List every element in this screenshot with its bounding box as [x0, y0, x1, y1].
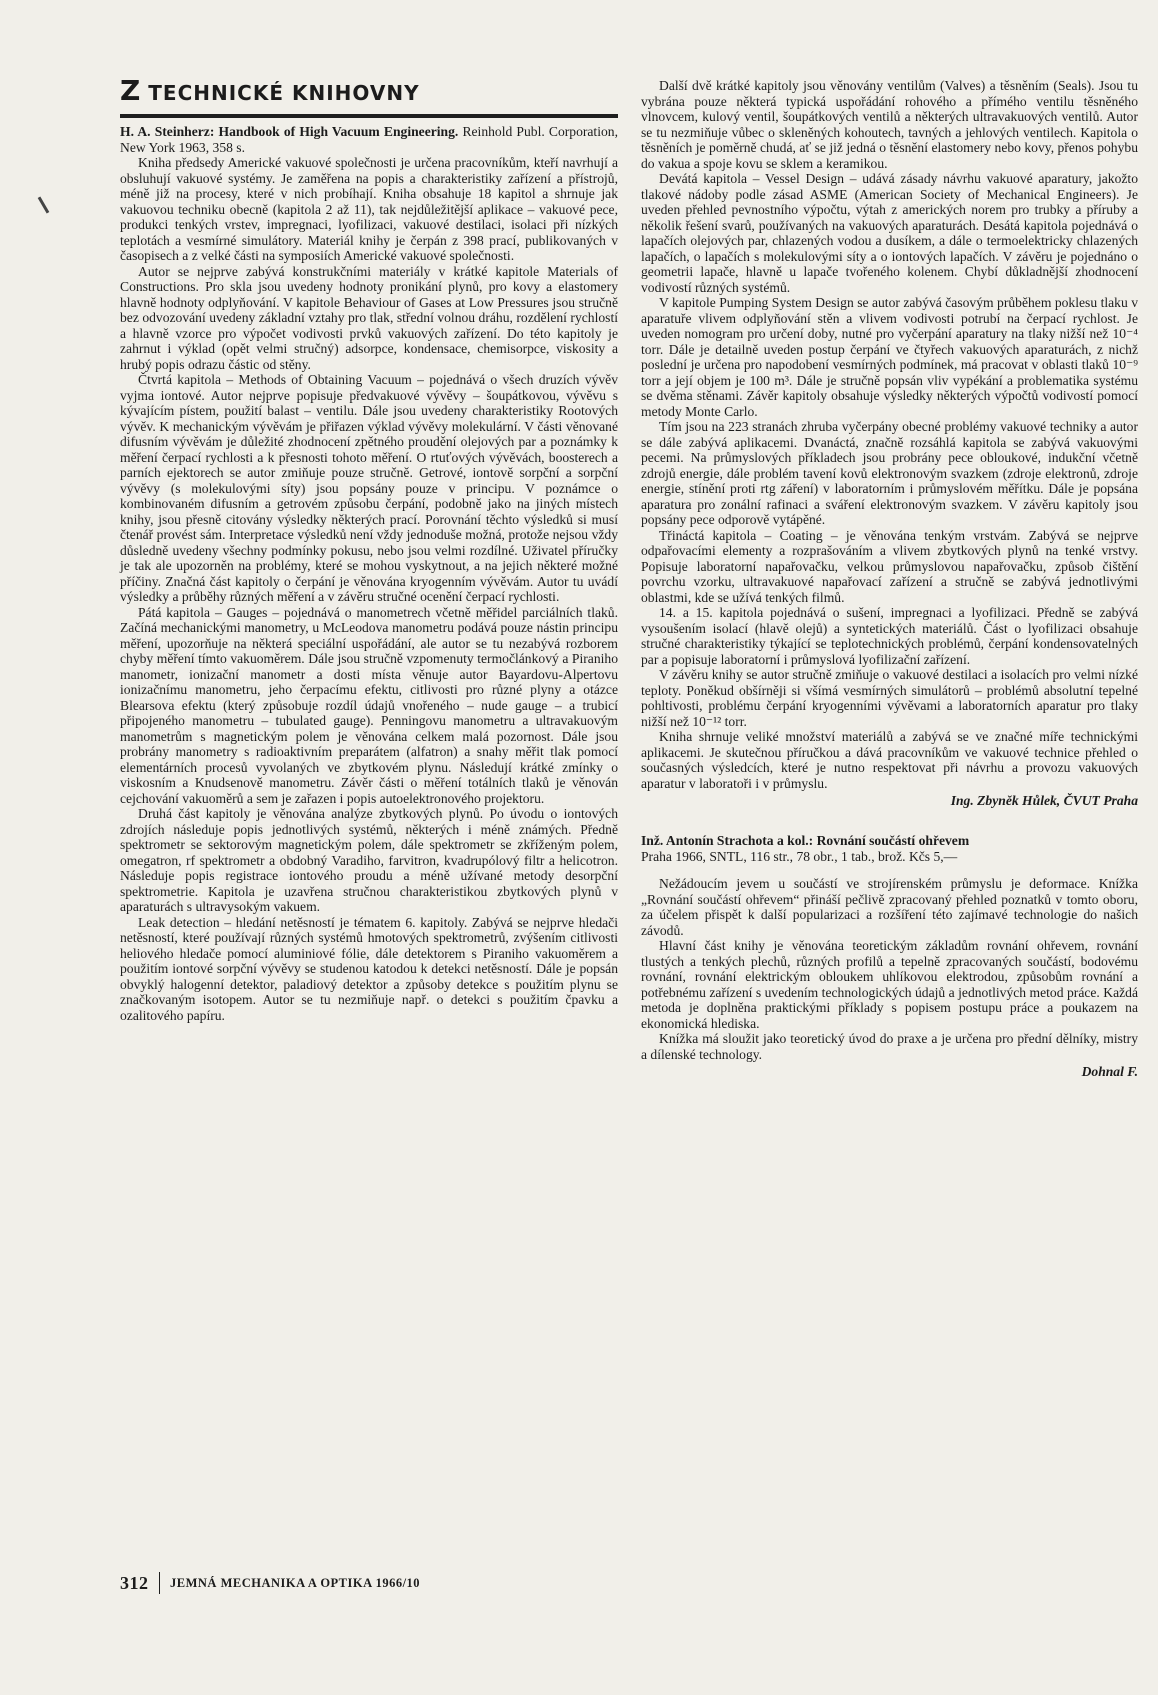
section-title-initial: Z — [120, 74, 141, 107]
review2-title: Inž. Antonín Strachota a kol.: Rovnání součástí ohřevem — [641, 833, 970, 848]
review2-signature: Dohnal F. — [1081, 1064, 1138, 1079]
section-title-text: TECHNICKÉ KNIHOVNY — [140, 81, 420, 105]
review1-paragraph: V kapitole Pumping System Design se autor zabývá časovým průběhem poklesu tlaku v aparatuře vlivem odplyňování stěn a vlivem vodivosti potrubí na čerpací rychlost. Je uveden nomogram pro určení doby, nutné pro vyčerpání aparatury na tlaky nižší než 10⁻⁴ torr. Dále je detailně uveden postup čerpání ve čtyřech vakuových aparaturách, z nichž poslední je určena pro napodobení vesmírných podmínek, má pracovat v oblasti tlaků 10⁻⁹ torr a její objem je 100 m³. Dále je stručně popsán vliv vypékání a problematika systému se dvěma stěnami. Závěr kapitoly obsahuje výsledky některých výpočtů vodivostí pomocí metody Monte Carlo. — [641, 295, 1138, 419]
review1-paragraph: Tím jsou na 223 stranách zhruba vyčerpány obecné problémy vakuové techniky a autor se dále zabývá aplikacemi. Dvanáctá, značně rozsáhlá kapitola se zabývá vakuovými pecemi. Na průmyslových příkladech jsou probrány pece obloukové, indukční včetně zdrojů energie, dále problém tavení kovů elektronovým svazkem (zdroje elektronů, zdroje energie, stínění proti rtg záření) v laboratorním i průmyslovém měřítku. Dále je popsána aparatura pro zonální rafinaci a sváření elektronovým svazkem. V závěru kapitoly jsou popsány pece odporově vytápěné. — [641, 419, 1138, 527]
review1-paragraph: Leak detection – hledání netěsností je tématem 6. kapitoly. Zabývá se nejprve hledači netěsností, které používají různých systémů hmotových spektrometrů, zvýšením citlivosti heliového hledače pomocí aluminiové fólie, dále detektorem s Piraniho vakuoměrem a použitím iontové sorpční vývěvy se studenou katodou k detekci netěsností. Dále je popsán obvyklý halogenní detektor, paladiový detektor a způsoby detekce s použitím plynu se značkovaným isotopem. Autor se tu nezmiňuje např. o detekci s použitím čpavku a ozalitového papíru. — [120, 914, 618, 1023]
review1-paragraph: 14. a 15. kapitola pojednává o sušení, impregnaci a lyofilizaci. Předně se zabývá vysoušením isolací (hlavě olejů) a syntetických materiálů. Část o lyofilizaci obsahuje stručné charakteristiky týkající se teplotechnických problémů, čerpání kondensovatelných par a popisuje laboratorní i průmyslová lyofilizační zařízení. — [641, 605, 1138, 667]
review1-title: H. A. Steinherz: Handbook of High Vacuum Engineering. — [120, 124, 459, 139]
review1-paragraph: V závěru knihy se autor stručně zmiňuje o vakuové destilaci a isolacích pro velmi nízké teploty. Poněkud obšírněji si všímá vesmírných simulátorů – problémů absolutní tepelné pohltivosti, problému čerpání kryogenními vývěvami a laboratorních aparatur pro tlaky nižší než 10⁻¹² torr. — [641, 667, 1138, 729]
right-column — [641, 78, 1138, 1080]
page-number: 312 — [120, 1572, 149, 1593]
review2-paragraph: Hlavní část knihy je věnována teoretickým základům rovnání ohřevem, rovnání tlustých a tenkých plechů, různých profilů a tepelně zpracovaných součástí, bodovému rovnání, rovnání elektrickým obloukem uhlíkovou elektrodou, způsobům rovnání a potřebnému zařízení s uvedením technologických údajů a jednotlivých metod práce. Každá metoda je doplněna praktickými příklady s popisem postupu práce a poukazem na ekonomická hlediska. — [641, 938, 1138, 1031]
footer-divider — [159, 1572, 161, 1594]
review1-paragraph: Další dvě krátké kapitoly jsou věnovány ventilům (Valves) a těsněním (Seals). Jsou tu vybrána pouze některá typická uspořádání rohového a přímého ventilu těsněného vlnovcem, kulový ventil, šoupátkových ventilů a některých ultravakuových ventilů. Autor se tu nezmiňuje vůbec o skleněných kohoutech, tavných a jehlových ventilech. Kapitola o těsněních je poměrně chudá, ať se již jedná o těsnění elastomery nebo kovy, přenos pohybu do vakua a spoje kovu se sklem a keramikou. — [641, 78, 1138, 171]
margin-pen-mark — [38, 196, 50, 213]
review1-paragraph: Druhá část kapitoly je věnována analýze zbytkových plynů. Po úvodu o iontových zdrojích následuje popis jednotlivých systémů, některých i méně známých. Předně spektrometr se sektorovým magnetickým polem, dále spektrometr se zkříženým polem, omegatron, rf spektrometr a obdobný Varadiho, farvitron, kvadrupólový filtr a helicotron. Následuje popis registrace iontového proudu a méně užívané metody desorpční spektrometrie. Kapitola je uzavřena stručnou charakteristikou zbytkových plynů v aparaturách s ultravysokým vakuem. — [120, 806, 618, 914]
title-rule — [120, 114, 618, 118]
review2-paragraph: Knížka má sloužit jako teoretický úvod do praxe a je určena pro přední dělníky, mistry a dílenské technology. — [641, 1031, 1138, 1062]
review2-publisher: Praha 1966, SNTL, 116 str., 78 obr., 1 tab., brož. Kčs 5,— — [641, 848, 958, 864]
review2-heading — [641, 833, 1138, 864]
review2-paragraph: Nežádoucím jevem u součástí ve strojírenském průmyslu je deformace. Knížka „Rovnání součástí ohřevem“ přináší pečlivě zpracovaný přehled poznatků v tomto oboru, za účelem přispět k další popularizaci a rozšíření této zajímavé technologie do našich závodů. — [641, 876, 1138, 938]
section-title — [120, 74, 618, 107]
review1-paragraph: Pátá kapitola – Gauges – pojednává o manometrech včetně měřidel parciálních tlaků. Začíná mechanickými manometry, u McLeodova manometru podává pouze nástin principu měření, upozorňuje na některá speciální uspořádání, ale autor se tu nezabývá rozborem chyby měření tímto vakuoměrem. Dále jsou stručně vzpomenuty termočlánkový a Piraniho manometr, ionizační manometr a dosti místa věnuje autor Bayardovu-Alpertovu ionizačnímu manometru, jeho čerpacímu efektu, citlivosti pro různé plyny a otázce Blearsova efektu (který způsobuje rozdíl údajů vnořeného – nude gauge – a trubicí připojeného manometru – tubulated gauge). Penningovu manometru a ultravakuovým manometrům s magnetickým polem je věnována celkem malá pozornost. Dále jsou probrány manometry s radioaktivním preparátem (alfatron) a snahy měřit tlak pomocí elementárních procesů vyvolaných ve zbytkovém plynu. Následují krátké zmínky o viskosním a Knudsenově manometru. Závěr části o měření totálních tlaků je věnován cejchování vakuoměrů a sem je zařazen i popis autoelektronového projektoru. — [120, 604, 618, 806]
page-footer — [120, 1572, 420, 1594]
review1-paragraph: Autor se nejprve zabývá konstrukčními materiály v krátké kapitole Materials of Constructions. Pro skla jsou uvedeny hodnoty pronikání plynů, pro kovy a elastomery hlavně hodnoty odplyňování. V kapitole Behaviour of Gases at Low Pressures jsou stručně bez odvozování uvedeny základní vztahy pro tlak, střední volnou dráhu, rozdělení rychlostí a hlavně vzorce pro výpočet vodivosti prvků vakuových zařízení. Do této kapitoly je zahrnut i výklad (opět velmi stručný) adsorpce, kondensace, chemisorpce, viskosity a hrubý popis odrazu částic od stěny. — [120, 263, 618, 372]
review1-publisher: Reinhold Publ. Corporation, New York 1963, 358 s. — [120, 124, 618, 155]
review1-paragraph: Třináctá kapitola – Coating – je věnována tenkým vrstvám. Zabývá se nejprve odpařovacími elementy a rozprašováním a vlivem zbytkových plynů na tenké vrstvy. Popisuje laboratorní napařovačku, velkou průmyslovou napařovačku, způsob čištění povrchu vzorku, ultravakuové napařovací zařízení a stručně se zabývá jednotlivými oblastmi, kde se užívá tenkých filmů. — [641, 527, 1138, 605]
review-separator — [641, 809, 1138, 833]
review1-paragraph: Devátá kapitola – Vessel Design – udává zásady návrhu vakuové aparatury, jakožto tlakové nádoby podle zásad ASME (American Society of Mechanical Engineers). Je uveden přehled pevnostního výpočtu, výtah z amerických norem pro trubky a příruby a několik řešení svarů, používaných na vakuových aparaturách. Desátá kapitola pojednává o lapačích olejových par, chlazených vodou a dusíkem, a dále o termoelektricky chlazených lapačích, o lapačích s molekulovými síty a o iontových lapačích. V závěru je pojednáno o geometrii lapače, hlavně u lapače tvořeného kolenem. Chybí důkladnější zhodnocení vodivostí různých systémů. — [641, 171, 1138, 295]
journal-name: JEMNÁ MECHANIKA A OPTIKA 1966/10 — [170, 1575, 421, 1590]
review1-signature: Ing. Zbyněk Hůlek, ČVUT Praha — [950, 793, 1138, 808]
review1-paragraph: Kniha předsedy Americké vakuové společnosti je určena pracovníkům, kteří navrhují a obsluhují vakuové systémy. Je zaměřena na popis a charakteristiky zařízení a přístrojů, méně již na procesy, které v nich probíhají. Kniha obsahuje 18 kapitol a shrnuje jak vakuovou techniku obecně (kapitola 2 až 11), tak nejdůležitější aplikace – vakuové pece, produkci tenkých vrstev, impregnaci, lyofilizaci, vakuové destilaci, isolaci při nízkých teplotách a vesmírné simulátory. Materiál knihy je čerpán z 398 prací, publikovaných v časopisech a z velké části na symposiích Americké vakuové společnosti. — [120, 155, 618, 263]
review1-heading — [120, 124, 618, 155]
left-column — [120, 74, 618, 1023]
review1-paragraph: Čtvrtá kapitola – Methods of Obtaining Vacuum – pojednává o všech druzích vývěv vyjma iontové. Autor nejprve popisuje předvakuové vývěvy – šoupátkovou, vývěvu s kývajícím pístem, použití balast – ventilu. Dále jsou uvedeny charakteristiky Rootových vývěv. K mechanickým vývěvám je přiřazen výklad vývěvy molekulární. V části věnované difusním vývěvám je důležité zhodnocení zpětného proudění olejových par a poznámky k měření čerpací rychlosti a k přesnosti tohoto měření. O rtuťových vývěvách, boosterech a parních ejektorech se autor zmiňuje pouze stručně. Getrové, iontově sorpční a sorpční vývěvy (s molekulovými síty) jsou popsány pouze v principu. V poznámce o kombinovaném difusním a getrovém způsobu čerpání, podobně jako na jiných místech knihy, jsou přesně citovány výsledky některých prací. Porovnání těchto výsledků si musí čtenář provést sám. Interpretace výsledků není vždy jednoduše možná, protože nejsou vždy důsledně uvedeny všechny podmínky pokusu, nebo jsou velmi rozdílné. Uživatel příručky je tak ale upozorněn na problémy, které se mohou vyskytnout, a na jejich některé možné příčiny. Značná část kapitoly o čerpání je věnována kryogenním vývěvám. Autor tu uvádí výsledky a průběhy různých měření a v závěru stručné ocenění čerpací rychlosti. — [120, 372, 618, 604]
review1-paragraph: Kniha shrnuje veliké množství materiálů a zabývá se ve značné míře technickými aplikacemi. Je skutečnou příručkou a dává pracovníkům ve vakuové technice přehled o současných výsledcích, které je nutno respektovat při návrhu a provozu vakuových aparatur v laboratoři i v průmyslu. — [641, 729, 1138, 791]
